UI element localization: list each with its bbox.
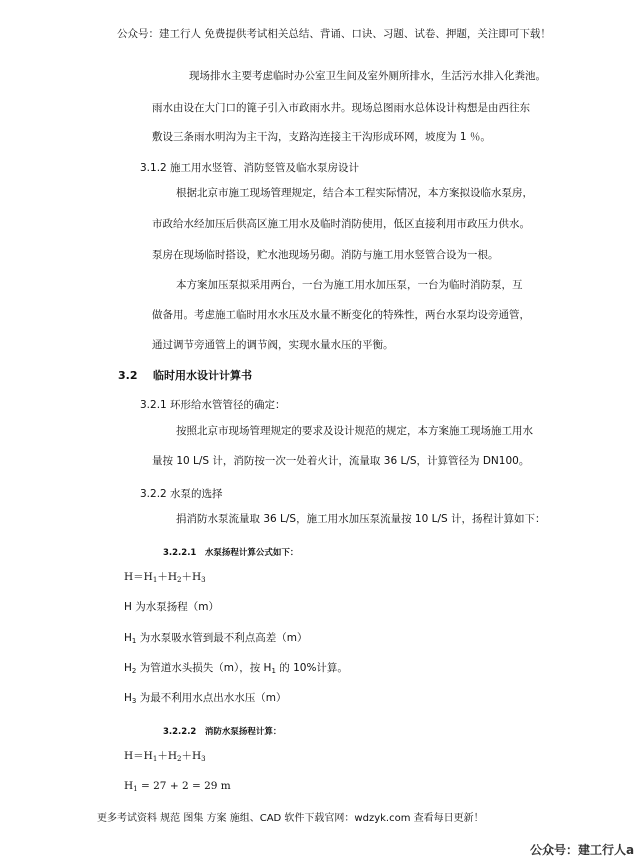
paragraph-line: 敷设三条雨水明沟为主干沟，支路沟连接主干沟形成环网，坡度为 1 ％。 [152, 131, 491, 143]
paragraph-line: 捐消防水泵流量取 36 L/S，施工用水加压泵流量按 10 L/S 计，扬程计算如下： [176, 513, 546, 525]
formula-line: $H=H_1+H_2+H_3$ [124, 571, 206, 584]
section-heading-3-2: 临时用水设计计算书 [153, 369, 252, 382]
paragraph-line: 现场排水主要考虑临时办公室卫生间及室外厕所排水，生活污水排入化粪池。 [189, 70, 546, 82]
definition-h: H 为水泵扬程（m） [124, 601, 219, 613]
paragraph-line: 根据北京市施工现场管理规定，结合本工程实际情况，本方案拟设临水泵房， [176, 187, 533, 199]
paragraph-line: 按照北京市现场管理规定的要求及设计规范的规定，本方案施工现场施工用水 [176, 425, 533, 437]
paragraph-line: 通过调节旁通管上的调节阀，实现水量水压的平衡。 [152, 339, 394, 351]
section-heading-3-2-2: 3.2.2 水泵的选择 [140, 488, 223, 500]
calculation-line: $H_1 = 27 + 2 = 29$ m [124, 780, 231, 793]
section-heading-3-2-2-2: 3.2.2.2 消防水泵扬程计算： [163, 727, 282, 737]
footer-brand: 公众号：建工行人a [530, 843, 635, 857]
definition-h3: $H_3$ 为最不利用水点出水水压（m） [124, 692, 287, 705]
definition-h2: $H_2$ 为管道水头损失（m），按 $H_1$ 的 10%计算。 [124, 662, 348, 675]
section-heading-3-1-2: 3.1.2 施工用水竖管、消防竖管及临水泵房设计 [140, 162, 360, 174]
paragraph-line: 量按 10 L/S 计，消防按一次一处着火计，流量取 36 L/S，计算管径为 DN100。 [152, 455, 530, 467]
paragraph-line: 本方案加压泵拟采用两台，一台为施工用水加压泵，一台为临时消防泵，互 [176, 279, 523, 291]
header-notice: 公众号：建工行人 免费提供考试相关总结、背诵、口诀、习题、试卷、押题，关注即可下载！ [117, 28, 551, 40]
section-number-3-2: 3.2 [118, 369, 138, 382]
paragraph-line: 雨水由设在大门口的篦子引入市政雨水井。现场总图雨水总体设计构想是由西往东 [152, 102, 530, 114]
definition-h1: $H_1$ 为水泵吸水管到最不利点高差（m） [124, 632, 308, 645]
paragraph-line: 泵房在现场临时搭设，贮水池现场另砌。消防与施工用水竖管合设为一根。 [152, 249, 499, 261]
paragraph-line: 市政给水经加压后供高区施工用水及临时消防使用，低区直接利用市政压力供水。 [152, 218, 530, 230]
section-heading-3-2-2-1: 3.2.2.1 水泵扬程计算公式如下： [163, 548, 299, 558]
paragraph-line: 做备用。考虑施工临时用水水压及水量不断变化的特殊性，两台水泵均设旁通管， [152, 309, 530, 321]
section-heading-3-2-1: 3.2.1 环形给水管管径的确定： [140, 399, 286, 411]
formula-line: $H=H_1+H_2+H_3$ [124, 750, 206, 763]
footer-promo: 更多考试资料 规范 图集 方案 施组、CAD 软件下载官网：wdzyk.com 查看每日更新！ [97, 813, 484, 824]
